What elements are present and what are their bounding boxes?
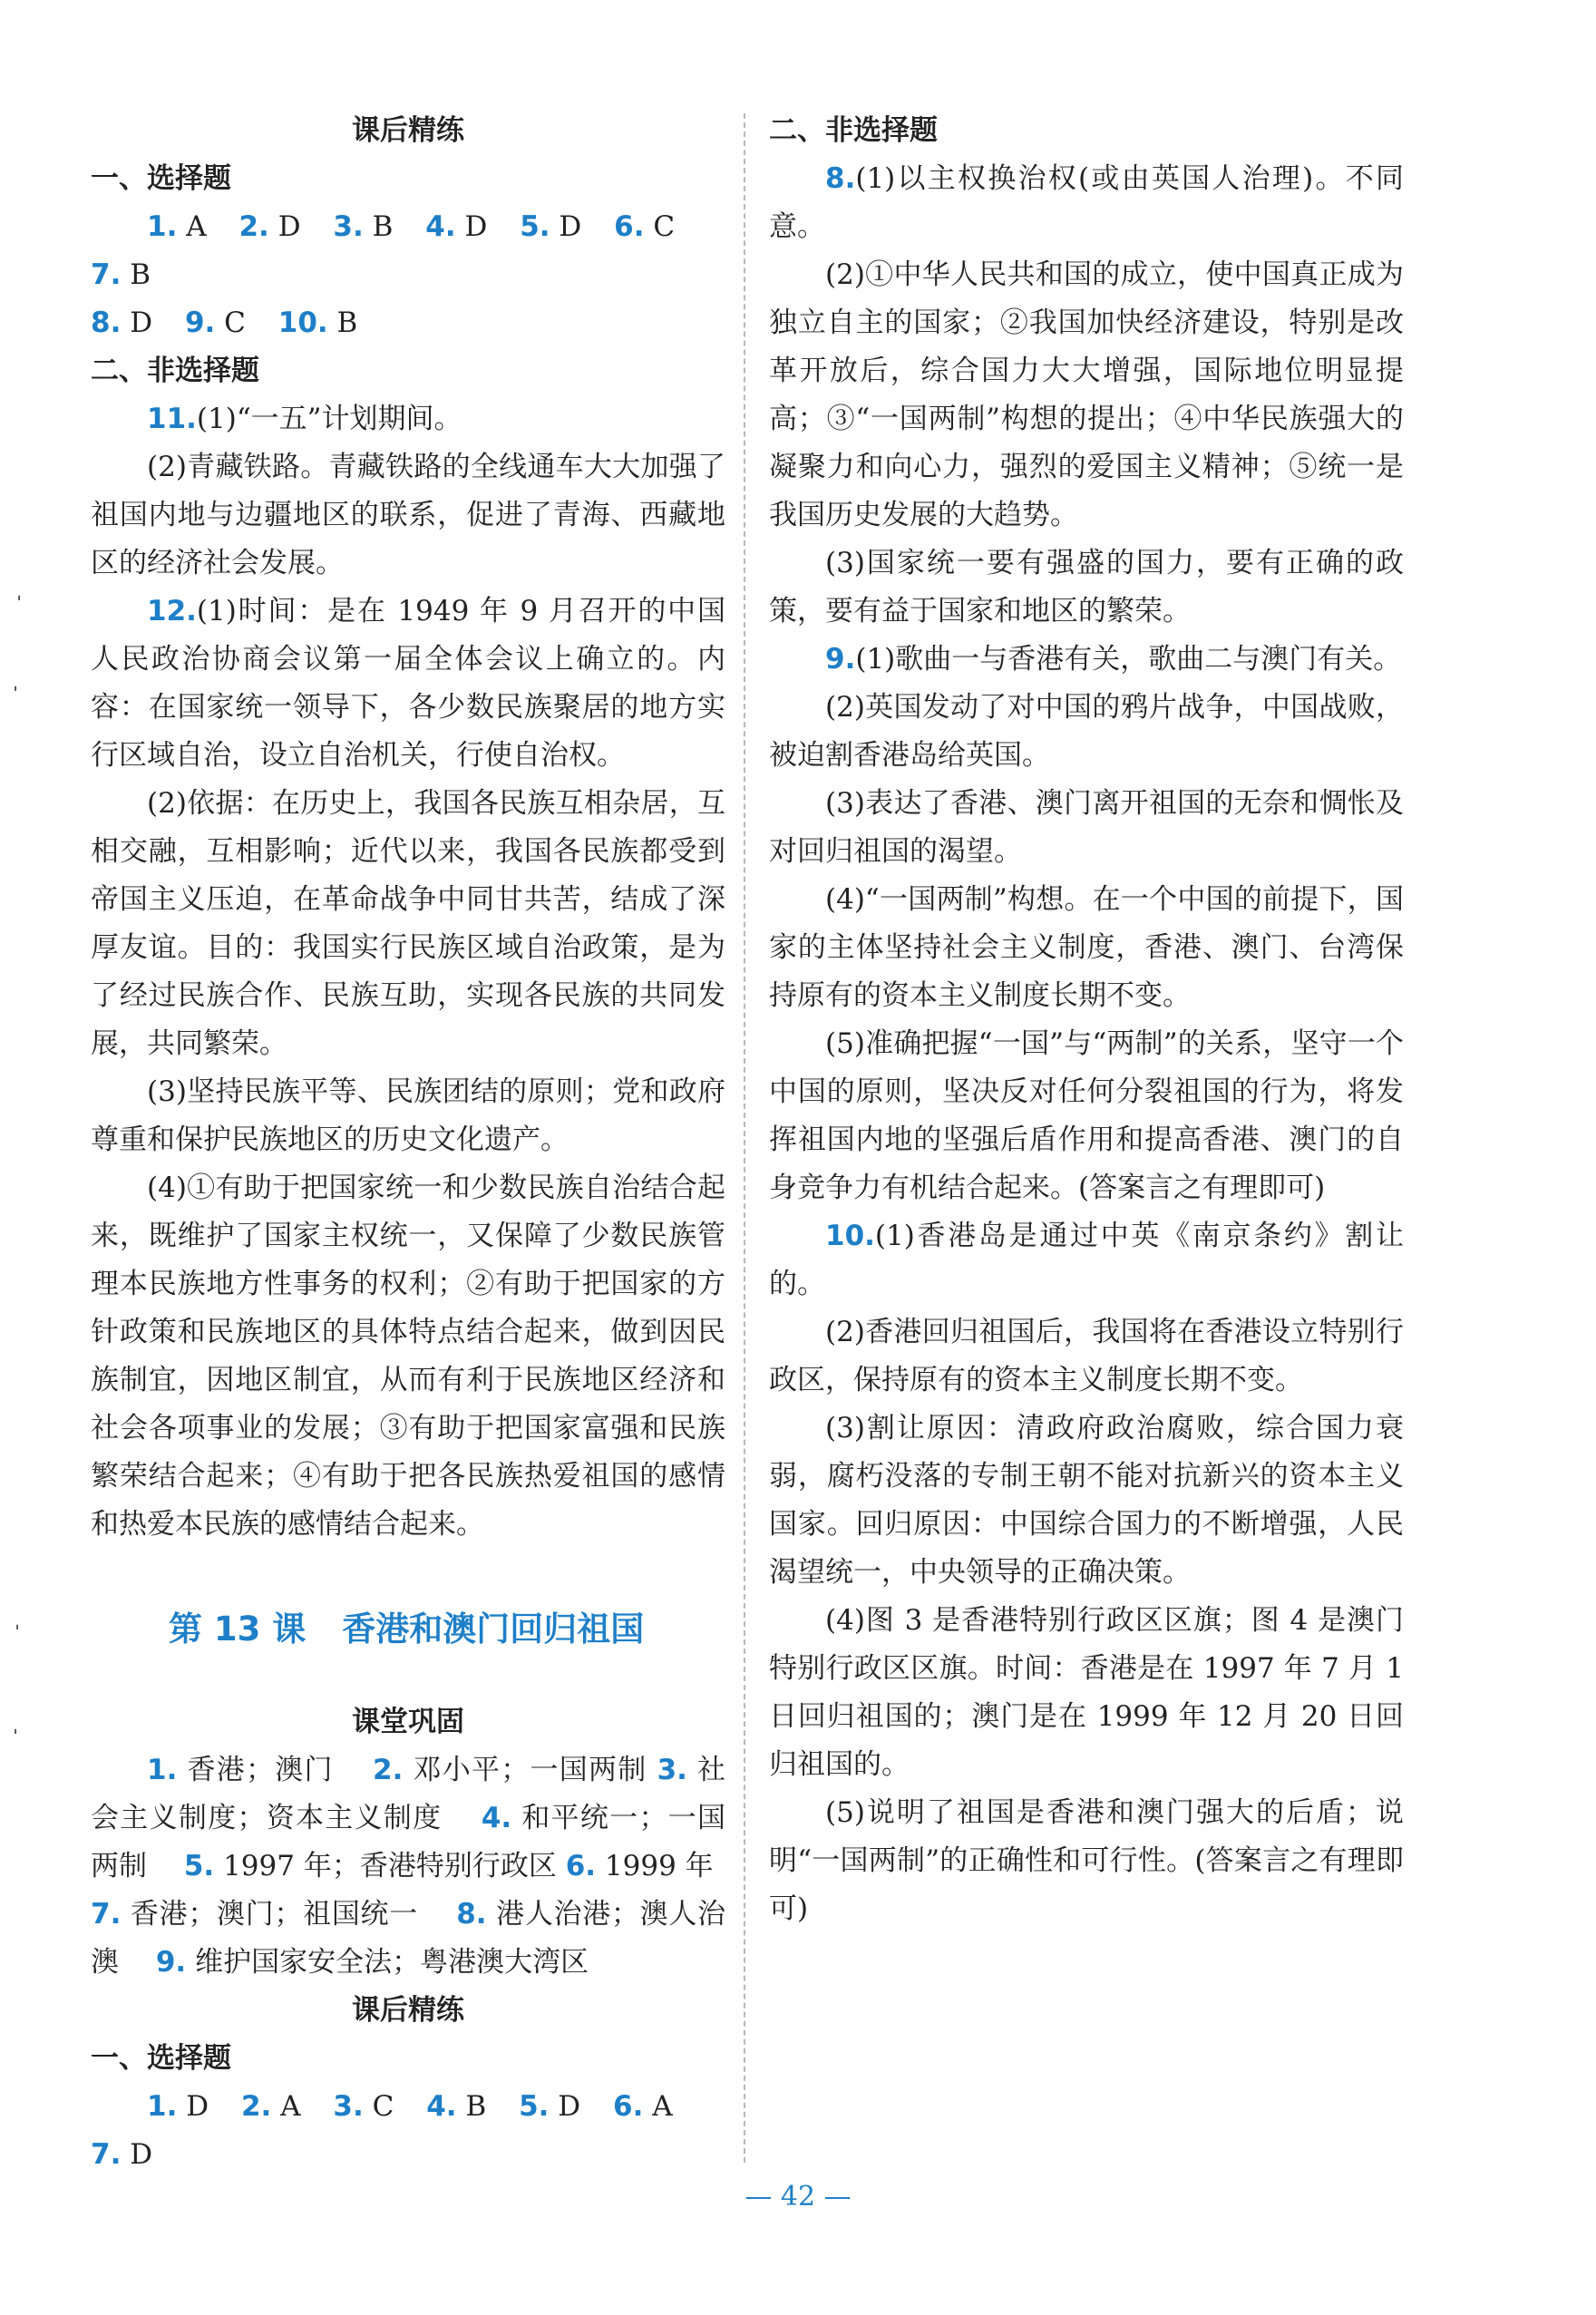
q10-part2: (2)香港回归祖国后，我国将在香港设立特别行政区，保持原有的资本主义制度长期不变。: [769, 1316, 1404, 1396]
q10-part3: (3)割让原因：清政府政治腐败，综合国力衰弱，腐朽没落的专制王朝不能对抗新兴的资本主义国家。回归原因：中国综合国力的不断增强，人民渴望统一，中央领导的正确决策。: [769, 1412, 1404, 1589]
q12-part4: (4)①有助于把国家统一和少数民族自治结合起来，既维护了国家主权统一，又保障了少数民族管理本民族地方性事务的权利；②有助于把国家的方针政策和民族地区的具体特点结合起来，做到因民族制宜，因地区制宜，从而有利于民族地区经济和社会各项事业的发展；③有助于把国家富强和民族繁荣结合起来；④有助于把各民族热爱祖国的感情和热爱本民族的感情结合起来。: [91, 1172, 725, 1541]
after-class-title-2: 课后精练: [352, 1994, 464, 2027]
mc-answer: 10. B: [277, 306, 358, 339]
q11-part1: 11.(1)“一五”计划期间。: [147, 403, 462, 435]
mc-answer: 7. B: [91, 258, 151, 291]
q10-part4: (4)图 3 是香港特别行政区区旗；图 4 是澳门特别行政区区旗。时间：香港是在 1997 年 7 月 1 日回归祖国的；澳门是在 1999 年 12 月 20 日回归祖国的。: [769, 1604, 1404, 1781]
page-number: — 42 —: [744, 2181, 852, 2213]
lesson-name: 香港和澳门回归祖国: [342, 1610, 645, 1649]
margin-mark: ˌ: [16, 580, 23, 603]
q9-part4: (4)“一国两制”构想。在一个中国的前提下，国家的主体坚持社会主义制度，香港、澳门、台湾保持原有的资本主义制度长期不变。: [769, 883, 1404, 1012]
mc-answer: 5. D: [519, 2090, 581, 2123]
q9-part1: 9.(1)歌曲一与香港有关，歌曲二与澳门有关。: [825, 643, 1402, 676]
mc-answers-row-2: [91, 299, 725, 347]
mc-answer: 4. B: [426, 2090, 487, 2123]
mc-answer: 2. D: [238, 210, 301, 243]
margin-mark: ˈ: [15, 1623, 21, 1646]
section-choice-2: 一、选择题: [91, 2042, 231, 2075]
q12-part1: 12.(1)时间：是在 1949 年 9 月召开的中国人民政治协商会议第一届全体会议上确立的。内容：在国家统一领导下，各少数民族聚居的地方实行区域自治，设立自治机关，行使自治权。: [91, 595, 725, 772]
q11-part2: (2)青藏铁路。青藏铁路的全线通车大大加强了祖国内地与边疆地区的联系，促进了青海、西藏地区的经济社会发展。: [91, 451, 725, 579]
mc-answers-row-1: [91, 203, 725, 299]
q8-part3: (3)国家统一要有强盛的国力，要有正确的政策，要有益于国家和地区的繁荣。: [769, 547, 1404, 627]
q10-part1: 10.(1)香港岛是通过中英《南京条约》割让的。: [769, 1220, 1404, 1300]
section-non-choice-right: 二、非选择题: [769, 114, 938, 147]
mc-answer: 2. A: [240, 2090, 301, 2123]
section-non-choice: 二、非选择题: [91, 355, 259, 387]
mc-answer: 9. C: [184, 306, 246, 339]
classroom-answers: 1. 香港；澳门 2. 邓小平；一国两制 3. 社会主义制度；资本主义制度 4. 和平统一；一国两制 5. 1997 年；香港特别行政区 6. 1999 年 7. 香港；澳门；祖国统一 8. 港人治港；澳人治澳 9. 维护国家安全法；粤港澳大湾区: [91, 1754, 726, 1979]
mc-answer: 6. C: [614, 210, 676, 243]
after-class-title: 课后精练: [352, 114, 464, 147]
q9-part5: (5)准确把握“一国”与“两制”的关系，坚守一个中国的原则，坚决反对任何分裂祖国的行为，将发挥祖国内地的坚强后盾作用和提高香港、澳门的自身竞争力有机结合起来。(答案言之有理即可): [769, 1027, 1404, 1204]
mc-answer: 3. B: [333, 210, 394, 243]
left-column: [91, 107, 725, 2179]
section-choice: 一、选择题: [91, 162, 231, 195]
mc-answer: 4. D: [425, 210, 488, 243]
q8-part1: 8.(1)以主权换治权(或由英国人治理)。不同意。: [769, 162, 1404, 243]
lesson-number: 第 13 课: [169, 1610, 307, 1649]
lesson-title: [169, 1605, 725, 1653]
margin-mark: ˈ: [13, 685, 19, 707]
mc-answer: 6. A: [613, 2090, 673, 2123]
q9-part3: (3)表达了香港、澳门离开祖国的无奈和惆怅及对回归祖国的渴望。: [769, 787, 1404, 868]
mc-answer: 3. C: [333, 2090, 394, 2123]
mc-answer: 1. A: [147, 210, 207, 243]
column-divider: [744, 113, 745, 2163]
q12-part2: (2)依据：在历史上，我国各民族互相杂居，互相交融，互相影响；近代以来，我国各民族都受到帝国主义压迫，在革命战争中同甘共苦，结成了深厚友谊。目的：我国实行民族区域自治政策，是为了经过民族合作、民族互助，实现各民族的共同发展，共同繁荣。: [91, 787, 725, 1060]
mc-answers-row-3: [91, 2083, 725, 2179]
mc-answer: 7. D: [91, 2138, 153, 2171]
mc-answer: 1. D: [147, 2090, 209, 2123]
q8-part2: (2)①中华人民共和国的成立，使中国真正成为独立自主的国家；②我国加快经济建设，特别是改革开放后，综合国力大大增强，国际地位明显提高；③“一国两制”构想的提出；④中华民族强大的凝聚力和向心力，强烈的爱国主义精神；⑤统一是我国历史发展的大趋势。: [769, 258, 1404, 531]
q10-part5: (5)说明了祖国是香港和澳门强大的后盾；说明“一国两制”的正确性和可行性。(答案言之有理即可): [769, 1796, 1404, 1925]
margin-mark: ˈ: [13, 1727, 19, 1750]
q12-part3: (3)坚持民族平等、民族团结的原则；党和政府尊重和保护民族地区的历史文化遗产。: [91, 1075, 725, 1156]
right-column: [769, 107, 1404, 1933]
classroom-title: 课堂巩固: [352, 1706, 464, 1738]
mc-answer: 8. D: [91, 306, 153, 339]
mc-answer: 5. D: [520, 210, 582, 243]
q9-part2: (2)英国发动了对中国的鸦片战争，中国战败，被迫割香港岛给英国。: [769, 691, 1404, 772]
